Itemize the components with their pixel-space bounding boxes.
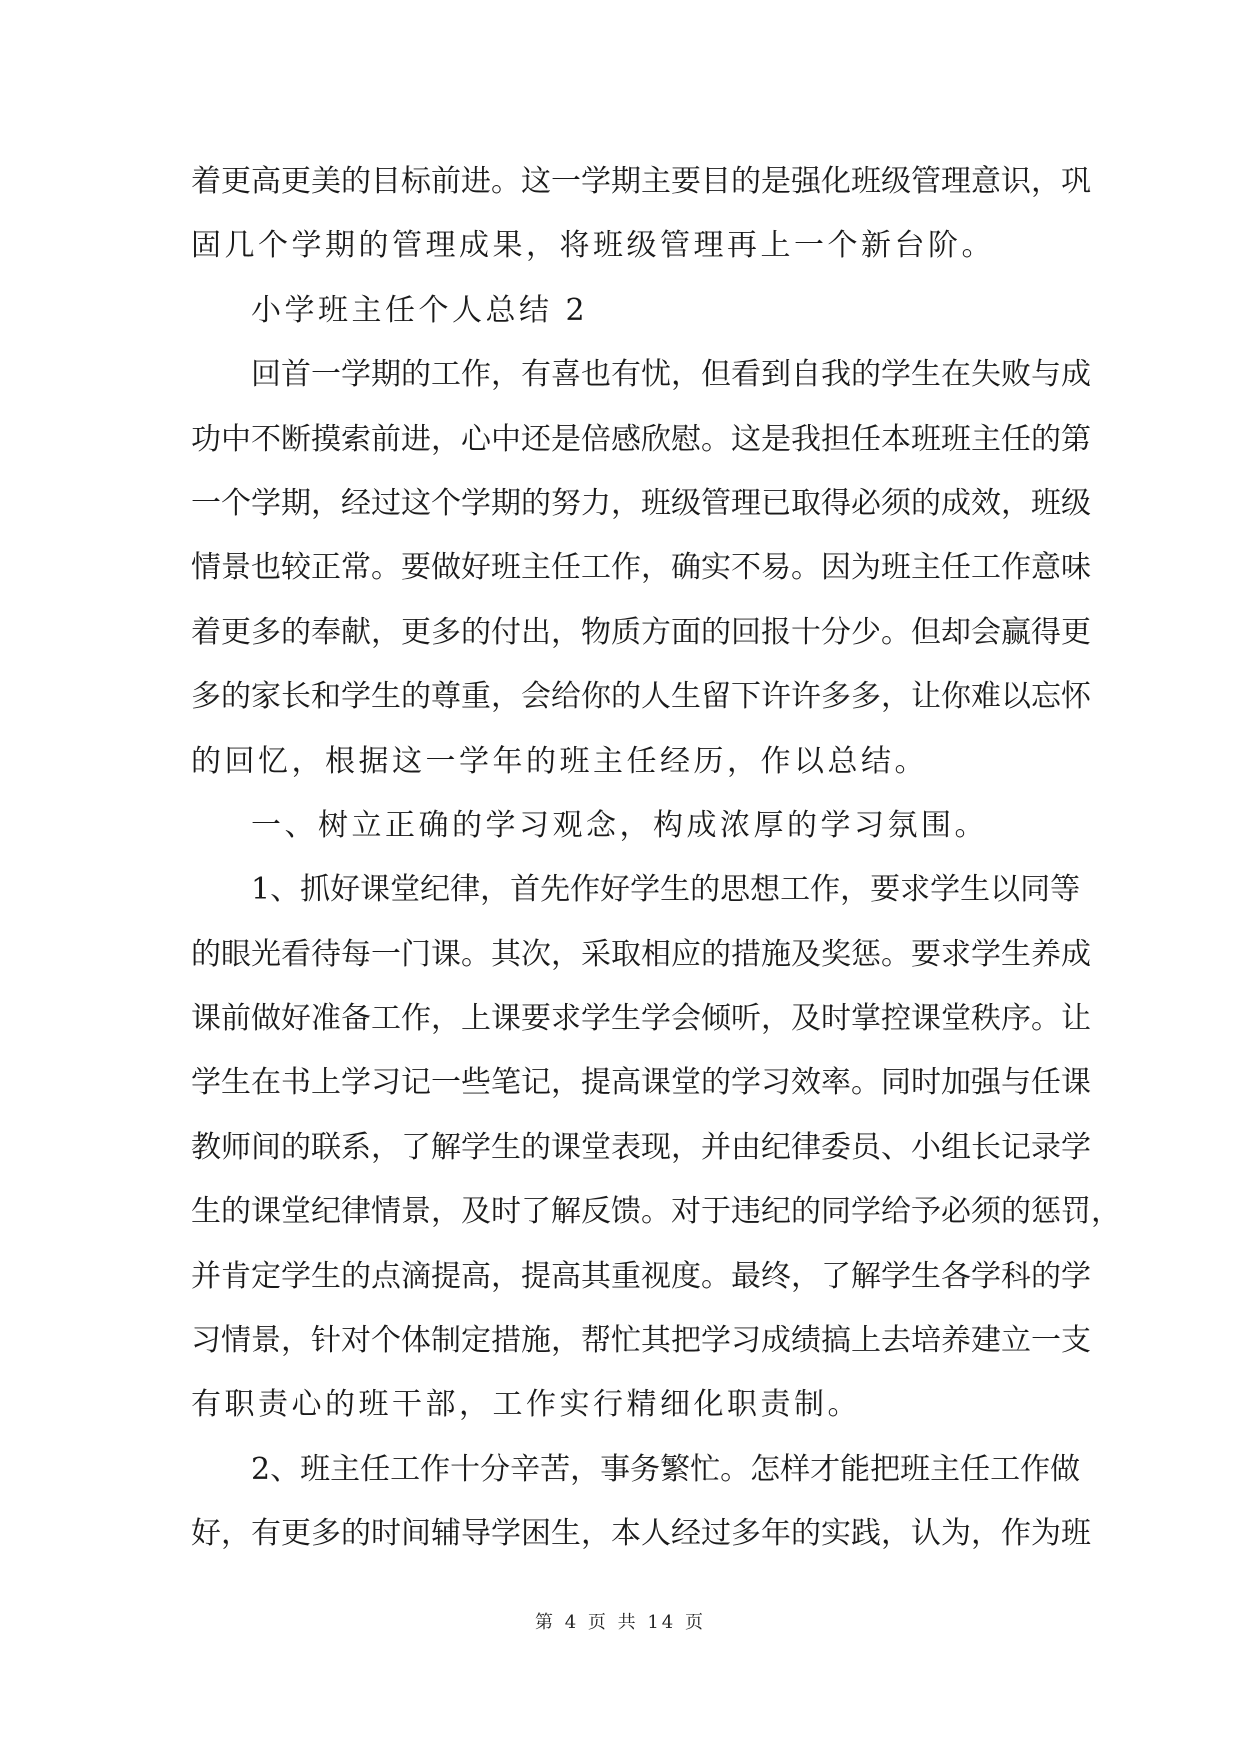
document-body: [191, 160, 1121, 1577]
text-line: 的回忆，根据这一学年的班主任经历，作以总结。: [191, 743, 928, 779]
text-line: 着更多的奉献，更多的付出，物质方面的回报十分少。但却会赢得更: [191, 614, 1091, 650]
text-line: 教师间的联系，了解学生的课堂表现，并由纪律委员、小组长记录学: [191, 1129, 1091, 1165]
text-line: 学生在书上学习记一些笔记，提高课堂的学习效率。同时加强与任课: [191, 1065, 1091, 1101]
text-line: 情景也较正常。要做好班主任工作，确实不易。因为班主任工作意味: [191, 550, 1091, 586]
text-line: 回首一学期的工作，有喜也有忧，但看到自我的学生在失败与成: [251, 357, 1091, 393]
section-heading: 小学班主任个人总结 2: [251, 292, 589, 328]
text-line: 2、班主任工作十分辛苦，事务繁忙。怎样才能把班主任工作做: [251, 1451, 1081, 1487]
text-line: 习情景，针对个体制定措施，帮忙其把学习成绩搞上去培养建立一支: [191, 1323, 1091, 1359]
text-line: 的眼光看待每一门课。其次，采取相应的措施及奖惩。要求学生养成: [191, 936, 1091, 972]
text-line: 一个学期，经过这个学期的努力，班级管理已取得必须的成效，班级: [191, 485, 1091, 521]
text-line: 有职责心的班干部，工作实行精细化职责制。: [191, 1387, 861, 1423]
text-line: 好，有更多的时间辅导学困生，本人经过多年的实践，认为，作为班: [191, 1516, 1091, 1552]
text-line: 功中不断摸索前进，心中还是倍感欣慰。这是我担任本班班主任的第: [191, 421, 1091, 457]
text-line: 着更高更美的目标前进。这一学期主要目的是强化班级管理意识，巩: [191, 164, 1091, 199]
text-line: 多的家长和学生的尊重，会给你的人生留下许许多多，让你难以忘怀: [191, 679, 1091, 715]
text-line: 固几个学期的管理成果，将班级管理再上一个新台阶。: [191, 228, 995, 264]
text-line: 并肯定学生的点滴提高，提高其重视度。最终，了解学生各学科的学: [191, 1258, 1091, 1294]
section-heading: 一、树立正确的学习观念，构成浓厚的学习氛围。: [251, 807, 988, 843]
text-line: 课前做好准备工作，上课要求学生学会倾听，及时掌控课堂秩序。让: [191, 1001, 1091, 1037]
text-line: 生的课堂纪律情景，及时了解反馈。对于违纪的同学给予必须的惩罚，: [191, 1194, 1121, 1230]
text-line: 1、抓好课堂纪律，首先作好学生的思想工作，要求学生以同等: [251, 872, 1081, 908]
page-number-footer: 第 4 页 共 14 页: [535, 1612, 706, 1633]
